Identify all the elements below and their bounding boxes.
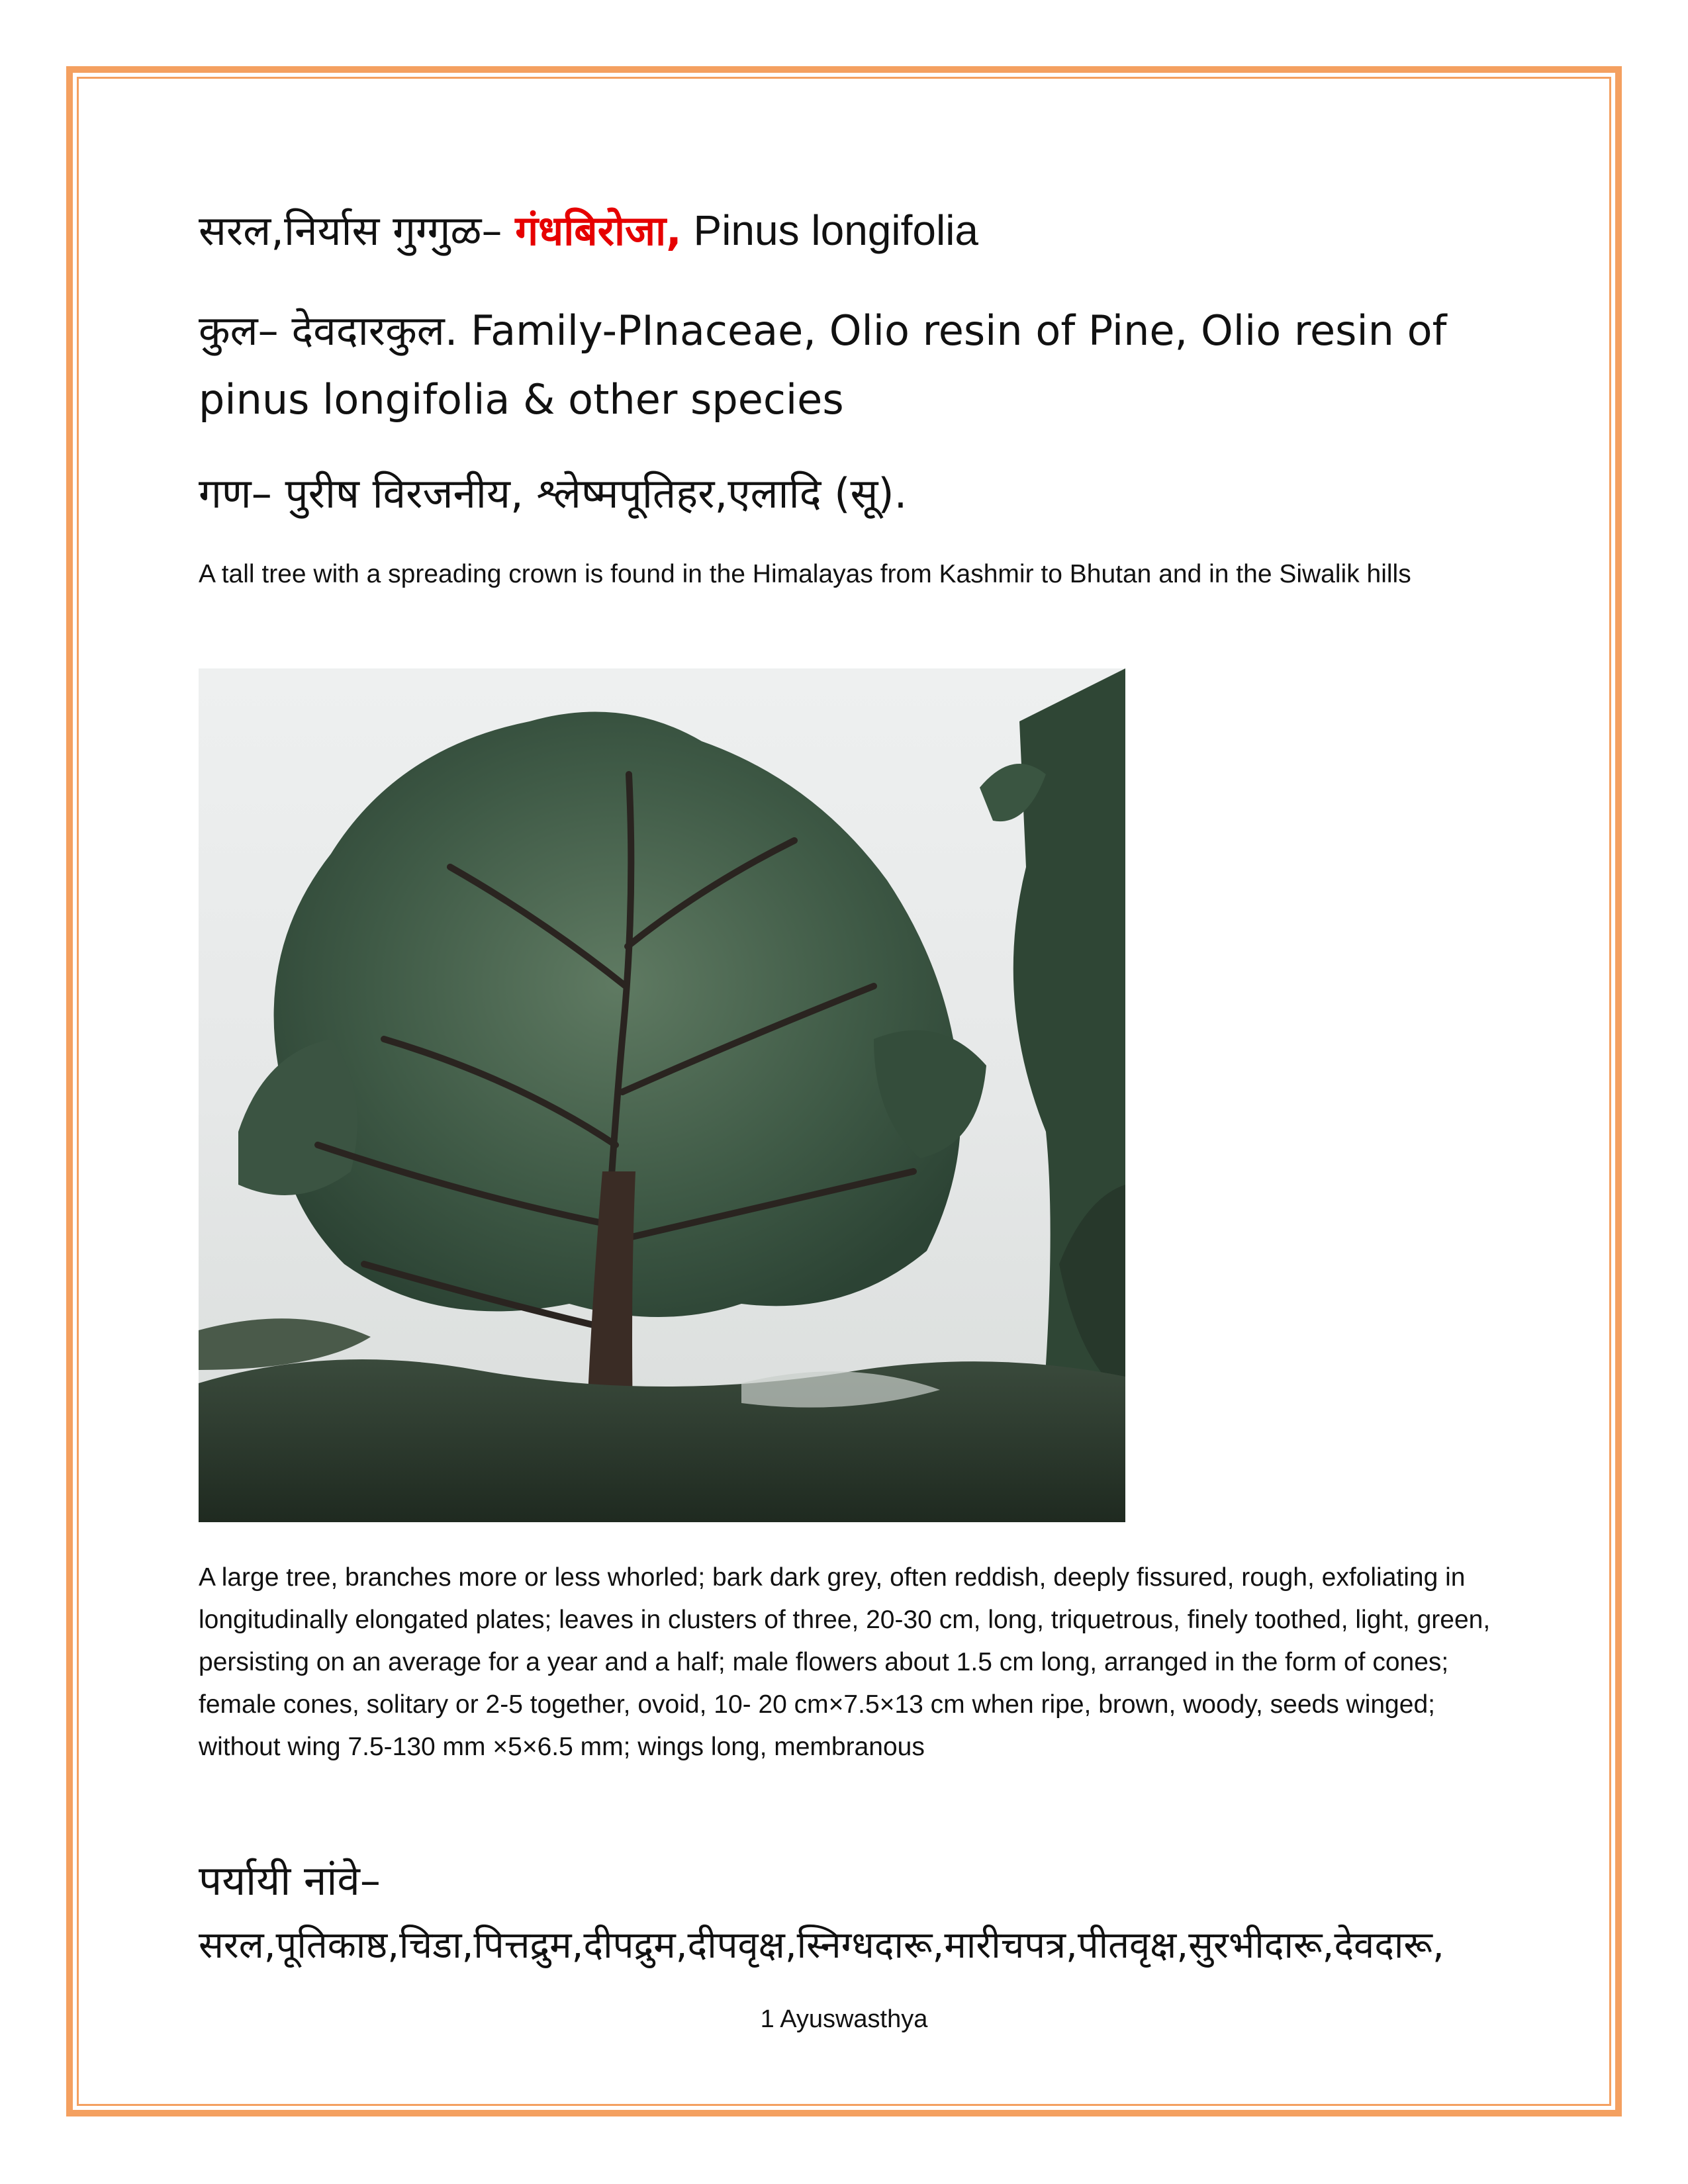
heading-sanskrit: सरल,निर्यास गुग्गुळ– <box>199 206 516 255</box>
family-label: कुल– <box>199 306 292 355</box>
description-paragraph: A large tree, branches more or less whorled; bark dark grey, often reddish, deeply fissured, rough, exfoliating in longitudinally elongated plates; leaves in clusters of three, 20-30 cm, long, triquetrous, finely toothed, light, green, persisting on an average for a year and a half; male flowers about 1.5 cm long, arranged in the form of cones; female cones, solitary or 2-5 together, ovoid, 10- 20 cm×7.5×13 cm when ripe, brown, woody, seeds winged; without wing 7.5-130 mm ×5×6.5 mm; wings long, membranous <box>199 1563 1491 1761</box>
intro-paragraph: A tall tree with a spreading crown is found in the Himalayas from Kashmir to Bhutan and in the Siwalik hills <box>199 560 1411 588</box>
page-footer: 1 Ayuswasthya <box>760 2005 928 2033</box>
heading-family <box>199 296 1496 434</box>
heading-latin-name: Pinus longifolia <box>681 206 978 254</box>
gana-text: पुरीष विरजनीय, श्लेष्मपूतिहर,एलादि (सू). <box>285 469 908 518</box>
synonyms-list: सरल,पूतिकाष्ठ,चिडा,पित्तद्रुम,दीपद्रुम,दीपवृक्ष,स्निग्धदारू,मारीचपत्र,पीतवृक्ष,सुरभीदारू,देवदारू, <box>199 1924 1444 1967</box>
heading-sanskrit-names <box>199 199 978 262</box>
pine-tree-photo <box>199 668 1125 1522</box>
pine-tree-illustration <box>199 668 1125 1522</box>
family-text: देवदारकुल. Family-PInaceae, Olio resin of Pine, Olio resin of pinus longifolia & other species <box>199 306 1447 424</box>
heading-gana <box>199 459 1496 528</box>
gana-label: गण– <box>199 469 285 518</box>
heading-marathi-name: गंधबिरोजा, <box>515 206 682 255</box>
synonyms-heading: पर्यायी नांवे– <box>199 1856 381 1905</box>
